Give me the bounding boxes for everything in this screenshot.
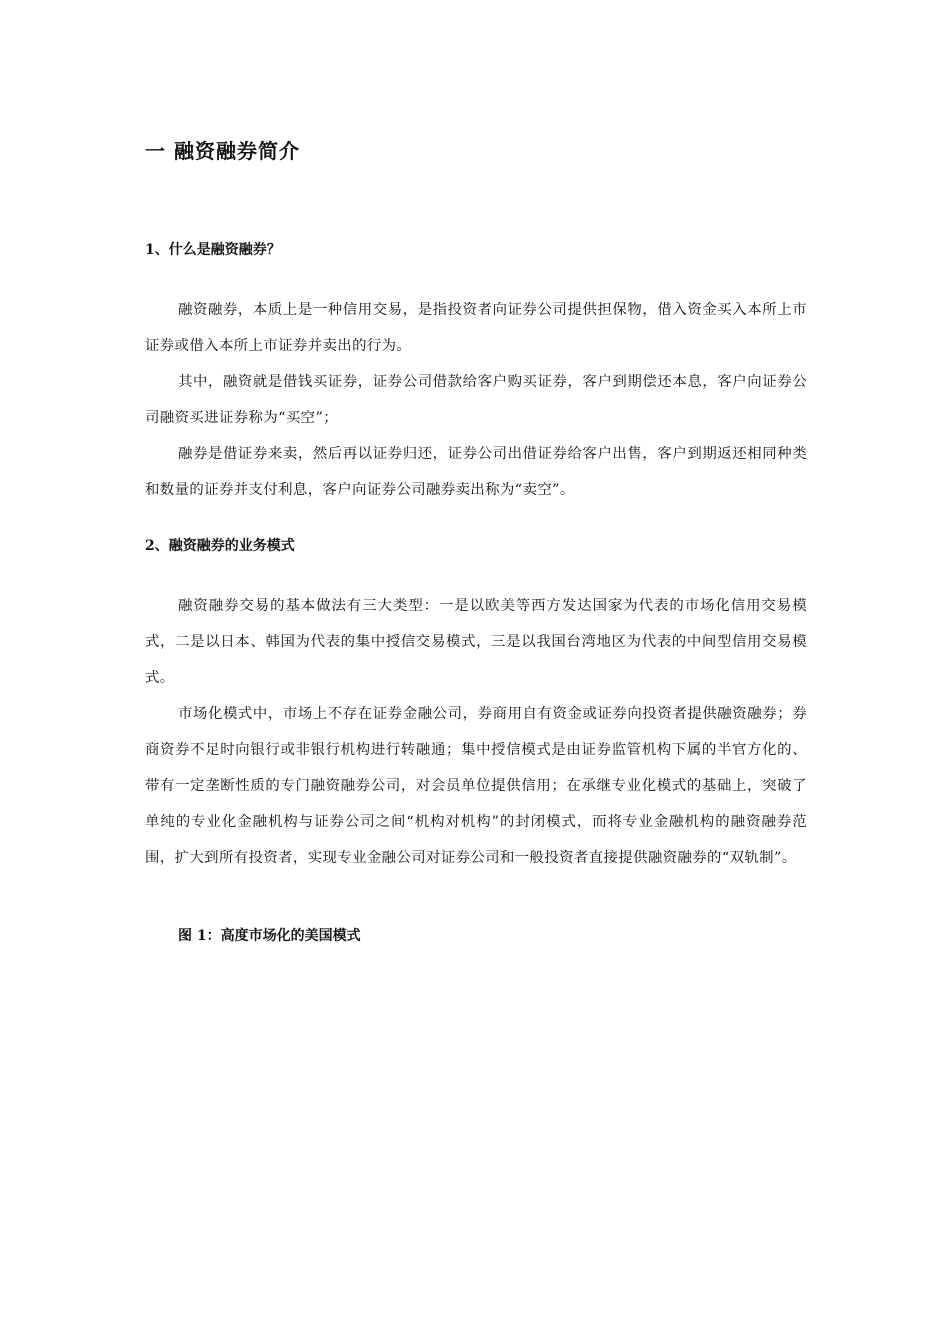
chapter-title: 一 融资融券简介 [145, 139, 300, 163]
paragraph-three-types: 融资融券交易的基本做法有三大类型：一是以欧美等西方发达国家为代表的市场化信用交易模式，二是以日本、韩国为代表的集中授信交易模式，三是以我国台湾地区为代表的中间型信用交易模式。 [145, 598, 807, 686]
paragraph-definition: 融资融券，本质上是一种信用交易，是指投资者向证券公司提供担保物，借入资金买入本所上市证券或借入本所上市证券并卖出的行为。 [145, 302, 807, 354]
paragraph-model-details: 市场化模式中，市场上不存在证券金融公司，券商用自有资金或证券向投资者提供融资融券；券商资券不足时向银行或非银行机构进行转融通；集中授信模式是由证券监管机构下属的半官方化的、带有一定垄断性质的专门融资融券公司，对会员单位提供信用；在承继专业化模式的基础上，突破了单纯的专业化金融机构与证券公司之间“机构对机构”的封闭模式，而将专业金融机构的融资融券范围，扩大到所有投资者，实现专业金融公司对证券公司和一般投资者直接提供融资融券的“双轨制”。 [145, 706, 807, 866]
figure-caption: 图 1：高度市场化的美国模式 [178, 928, 361, 944]
paragraph-margin-financing: 其中，融资就是借钱买证券，证券公司借款给客户购买证券，客户到期偿还本息，客户向证券公司融资买进证券称为“买空”； [145, 374, 807, 426]
section-heading-what-is: 1、什么是融资融券？ [145, 242, 281, 258]
paragraph-securities-lending: 融券是借证券来卖，然后再以证券归还，证券公司出借证券给客户出售，客户到期返还相同种类和数量的证券并支付利息，客户向证券公司融券卖出称为“卖空”。 [145, 446, 807, 498]
section-heading-business-models: 2、融资融券的业务模式 [145, 538, 295, 554]
